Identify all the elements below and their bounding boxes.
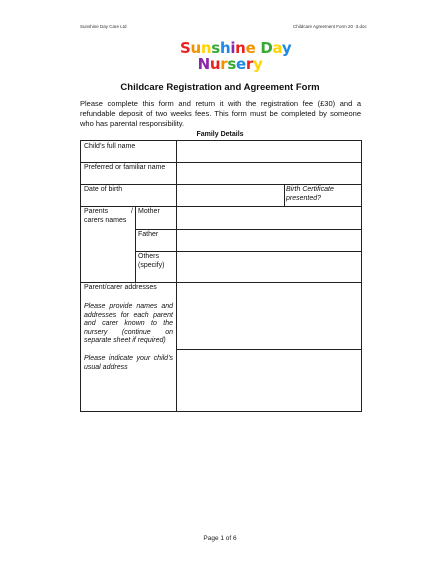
logo-letter: D bbox=[260, 39, 273, 57]
input-date-of-birth[interactable] bbox=[177, 185, 284, 206]
logo-letter: n bbox=[200, 39, 212, 57]
logo-letter: r bbox=[220, 55, 228, 73]
logo-letter: N bbox=[197, 55, 210, 73]
input-addresses[interactable] bbox=[177, 283, 361, 349]
usual-address-note: Please indicate your child’s usual address bbox=[84, 355, 173, 371]
label-birth-certificate: Birth Certificate presented? bbox=[286, 186, 334, 202]
logo-letter: S bbox=[180, 39, 191, 57]
input-childs-full-name[interactable] bbox=[177, 141, 361, 162]
input-others[interactable] bbox=[177, 252, 361, 282]
input-mother[interactable] bbox=[177, 207, 361, 229]
logo-letter: y bbox=[281, 39, 292, 57]
label-childs-full-name: Child’s full name bbox=[84, 143, 136, 150]
header-right: Childcare Agreement Form 20 ·3.doc bbox=[293, 24, 367, 29]
input-father[interactable] bbox=[177, 230, 361, 251]
addresses-note: Please provide names and addresses for each parent and carer known to the nursery (continue on separate sheet if required) bbox=[84, 303, 173, 344]
logo-letter: e bbox=[245, 39, 256, 57]
nursery-logo bbox=[180, 39, 292, 73]
label-date-of-birth: Date of birth bbox=[84, 186, 123, 193]
logo-letter: h bbox=[219, 39, 231, 57]
logo-line-1 bbox=[180, 39, 292, 57]
label-mother: Mother bbox=[138, 208, 160, 215]
header-left: Sunshine Day Care Ltd bbox=[80, 24, 127, 29]
label-parents-carers: Parents / carers names bbox=[84, 208, 133, 224]
col-divider bbox=[135, 206, 136, 282]
logo-letter: s bbox=[227, 55, 236, 73]
logo-letter: e bbox=[235, 55, 246, 73]
logo-letter: r bbox=[245, 55, 253, 73]
logo-letter: n bbox=[235, 39, 246, 57]
logo-letter: u bbox=[209, 55, 221, 73]
input-preferred-name[interactable] bbox=[177, 163, 361, 184]
logo-letter: u bbox=[190, 39, 201, 57]
logo-letter: y bbox=[252, 55, 263, 73]
intro-paragraph: Please complete this form and return it with the registration fee (£30) and a refundable deposit of two weeks fees. This form must be completed by someone who has parental responsibility. bbox=[80, 99, 361, 128]
logo-letter: i bbox=[230, 39, 236, 57]
input-usual-address[interactable] bbox=[177, 350, 361, 411]
label-addresses: Parent/carer addresses bbox=[84, 284, 157, 291]
label-others: Others (specify) bbox=[138, 253, 165, 269]
label-father: Father bbox=[138, 231, 159, 238]
form-title: Childcare Registration and Agreement Form bbox=[120, 82, 320, 93]
label-preferred-name: Preferred or familiar name bbox=[84, 164, 166, 171]
logo-letter: a bbox=[272, 39, 282, 57]
page-number: Page 1 of 6 bbox=[203, 535, 237, 542]
logo-line-2 bbox=[180, 56, 280, 72]
family-details-table bbox=[80, 140, 362, 412]
section-title: Family Details bbox=[196, 131, 244, 138]
logo-letter: s bbox=[211, 39, 220, 57]
col-divider bbox=[284, 184, 285, 206]
